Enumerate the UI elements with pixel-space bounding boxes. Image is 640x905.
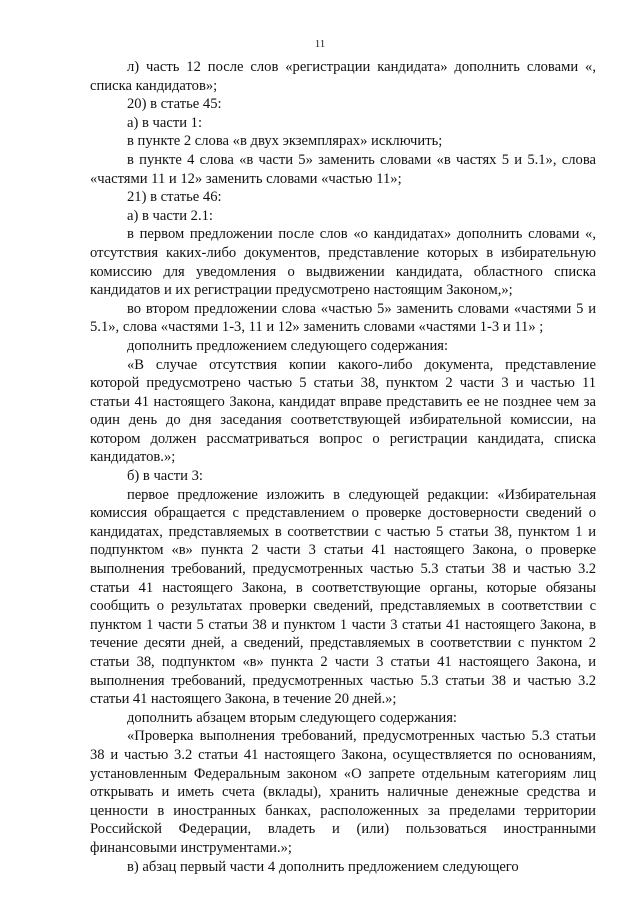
page-number: 11 [314,38,326,50]
paragraph-first-sentence-new-edition: первое предложение изложить в следующей редакции: «Избирательная комиссия обращается с представлением о проверке достоверности сведений о кандидатах, представляемых в соответствии с частью 5 статьи 38, пунктом 1 и подпунктом «в» пункта 2 части 3 статьи 41 настоящего Закона, о проверке выполнения требований, предусмотренных частью 5.3 статьи 38 и частью 3.2 статьи 41 настоящего Закона, в соответствующие органы, которые обязаны сообщить о результатах проверки сведений, представляемых в соответствии с пунктом 1 части 5 статьи 38 и пунктом 1 части 3 статьи 41 настоящего Закона, в течение десяти дней, а сведений, представляемых в соответствии с пунктом 2 статьи 38, подпунктом «в» пункта 2 части 3 статьи 41 настоящего Закона, и выполнения требований, предусмотренных частью 5.3 статьи 38 и частью 3.2 статьи 41 настоящего Закона, в течение 20 дней.»; [90,486,596,708]
document-body [90,58,596,876]
paragraph-part-1: а) в части 1: [127,114,203,131]
paragraph-add-second-paragraph: дополнить абзацем вторым следующего содержания: [127,709,457,726]
paragraph-article-45: 20) в статье 45: [127,96,222,113]
paragraph-article-46: 21) в статье 46: [127,189,222,206]
paragraph-part-2-1: а) в части 2.1: [127,207,213,224]
paragraph-quote-verification: «Проверка выполнения требований, предусмотренных частью 5.3 статьи 38 и частью 3.2 статьи 41 настоящего Закона, осуществляется по основаниям, установленным Федеральным законом «О запрете отдельным категориям лиц открывать и иметь счета (вклады), хранить наличные денежные средства и ценности в иностранных банках, расположенных за пределами территории Российской Федерации, владеть и (или) пользоваться иностранными финансовыми инструментами.»; [90,728,596,856]
paragraph-first-sentence: в первом предложении после слов «о кандидатах» дополнить словами «, отсутствия каких-либо документов, представление которых в избирательную комиссию для уведомления о выдвижении кандидата, областного списка кандидатов и их регистрации предусмотрено настоящим Законом,»; [90,226,596,299]
paragraph-l-part-12: л) часть 12 после слов «регистрации кандидата» дополнить словами «, списка кандидатов»; [90,59,596,94]
paragraph-quote-missing-copy: «В случае отсутствия копии какого-либо документа, представление которой предусмотрено частью 5 статьи 38, пунктом 2 части 3 и частью 11 статьи 41 настоящего Закона, кандидат вправе представить ее не позднее чем за один день до дня заседания соответствующей избирательной комиссии, на котором должен рассматриваться вопрос о регистрации кандидата, списка кандидатов.»; [90,356,596,466]
paragraph-second-sentence: во втором предложении слова «частью 5» заменить словами «частями 5 и 5.1», слова «частями 1-3, 11 и 12» заменить словами «частями 1-3 и 11» ; [90,300,596,336]
paragraph-item-4: в пункте 4 слова «в части 5» заменить словами «в частях 5 и 5.1», слова «частями 11 и 12» заменить словами «частью 11»; [90,151,596,187]
paragraph-item-2: в пункте 2 слова «в двух экземплярах» исключить; [127,133,443,150]
paragraph-add-sentence: дополнить предложением следующего содержания: [127,337,449,354]
paragraph-part-3: б) в части 3: [127,468,203,485]
paragraph-part-4: в) абзац первый части 4 дополнить предложением следующего [127,858,519,875]
